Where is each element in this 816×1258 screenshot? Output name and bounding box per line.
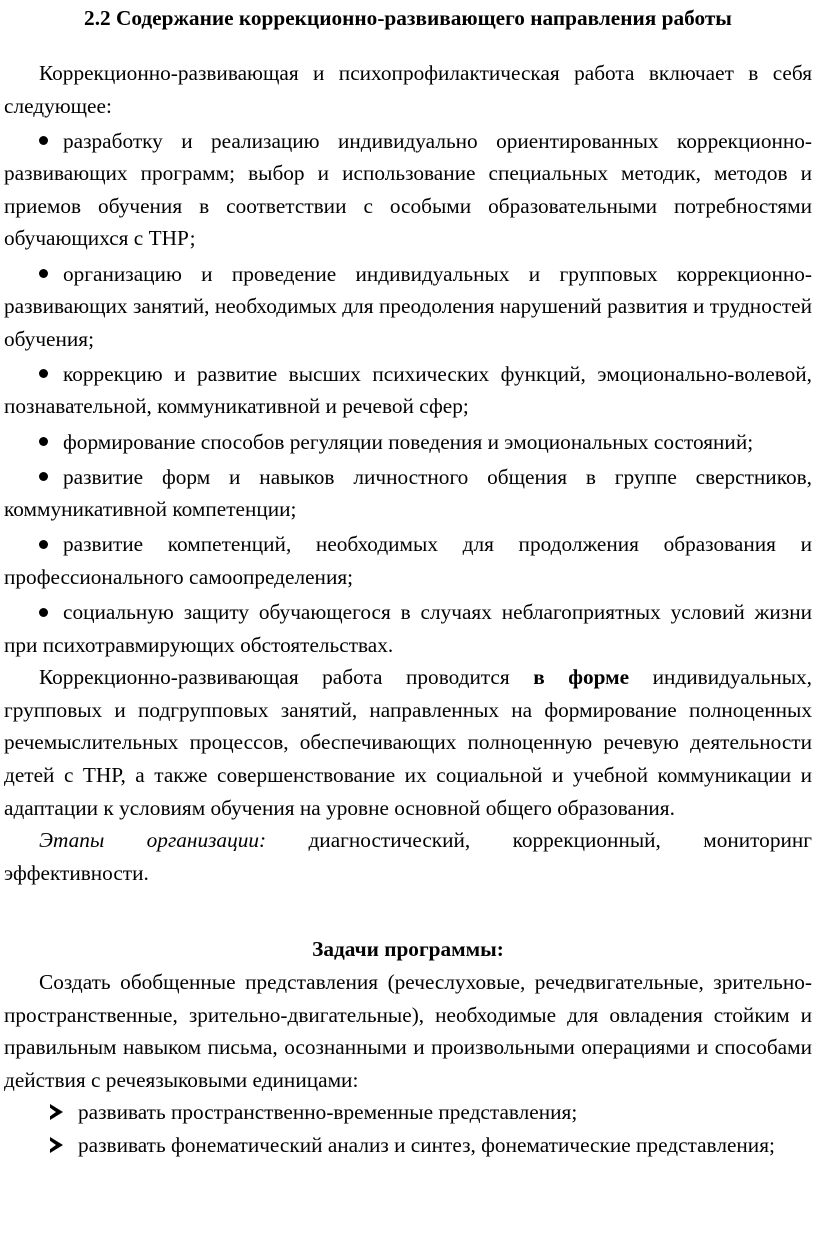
task-item: развивать пространственно-временные представления; bbox=[4, 1096, 812, 1129]
stages-label: Этапы организации: bbox=[39, 828, 267, 853]
bullet-icon bbox=[39, 461, 63, 494]
tasks-paragraph: Создать обобщенные представления (речеслуховые, речедвигательные, зрительно-пространственные, зрительно-двигательные), необходимые для овладения стойким и правильным навыком письма, осознанными и произвольными операциями и способами действия с речеязыковыми единицами: bbox=[4, 969, 812, 1092]
arrow-bullet-icon bbox=[44, 1096, 68, 1129]
bullet-item: разработку и реализацию индивидуально ориентированных коррекционно-развивающих программ; выбор и использование специальных методик, методов и приемов обучения в соответствии с особыми образовательными потребностями обучающихся с ТНР; bbox=[4, 125, 812, 255]
bullet-item: развитие компетенций, необходимых для продолжения образования и профессионального самоопределения; bbox=[4, 528, 812, 593]
bullet-icon bbox=[39, 125, 63, 158]
bullet-icon bbox=[39, 358, 63, 391]
bullet-item: формирование способов регуляции поведения и эмоциональных состояний; bbox=[4, 426, 812, 459]
form-emphasis: в форме bbox=[533, 665, 630, 690]
bullet-icon bbox=[39, 258, 63, 291]
form-paragraph: Коррекционно-развивающая работа проводится в форме индивидуальных, групповых и подгрупповых занятий, направленных на формирование полноценных речемыслительных процессов, обеспечивающих полноценную речевую деятельности детей с ТНР, а также совершенствование их социальной и учебной коммуникации и адаптации к условиям обучения на уровне основной общего образования. bbox=[4, 665, 812, 820]
bullet-item: коррекцию и развитие высших психических функций, эмоционально-волевой, познавательной, коммуникативной и речевой сфер; bbox=[4, 358, 812, 423]
bullet-icon bbox=[39, 596, 63, 629]
bullet-list bbox=[4, 125, 812, 662]
bullet-item: развитие форм и навыков личностного общения в группе сверстников, коммуникативной компетенции; bbox=[4, 461, 812, 526]
bullet-item: социальную защиту обучающегося в случаях неблагоприятных условий жизни при психотравмирующих обстоятельствах. bbox=[4, 596, 812, 661]
tasks-title: Задачи программы: bbox=[312, 937, 504, 962]
task-item: развивать фонематический анализ и синтез, фонематические представления; bbox=[4, 1129, 812, 1162]
section-heading: 2.2 Содержание коррекционно-развивающего направления работы bbox=[84, 6, 732, 30]
tasks-list bbox=[4, 1096, 812, 1161]
bullet-icon bbox=[39, 528, 63, 561]
intro-paragraph: Коррекционно-развивающая и психопрофилактическая работа включает в себя следующее: bbox=[4, 61, 812, 118]
arrow-bullet-icon bbox=[44, 1129, 68, 1162]
bullet-item: организацию и проведение индивидуальных и групповых коррекционно-развивающих занятий, необходимых для преодоления нарушений развития и трудностей обучения; bbox=[4, 258, 812, 356]
stages-paragraph: Этапы организации: диагностический, коррекционный, мониторинг эффективности. bbox=[4, 828, 812, 885]
bullet-icon bbox=[39, 426, 63, 459]
